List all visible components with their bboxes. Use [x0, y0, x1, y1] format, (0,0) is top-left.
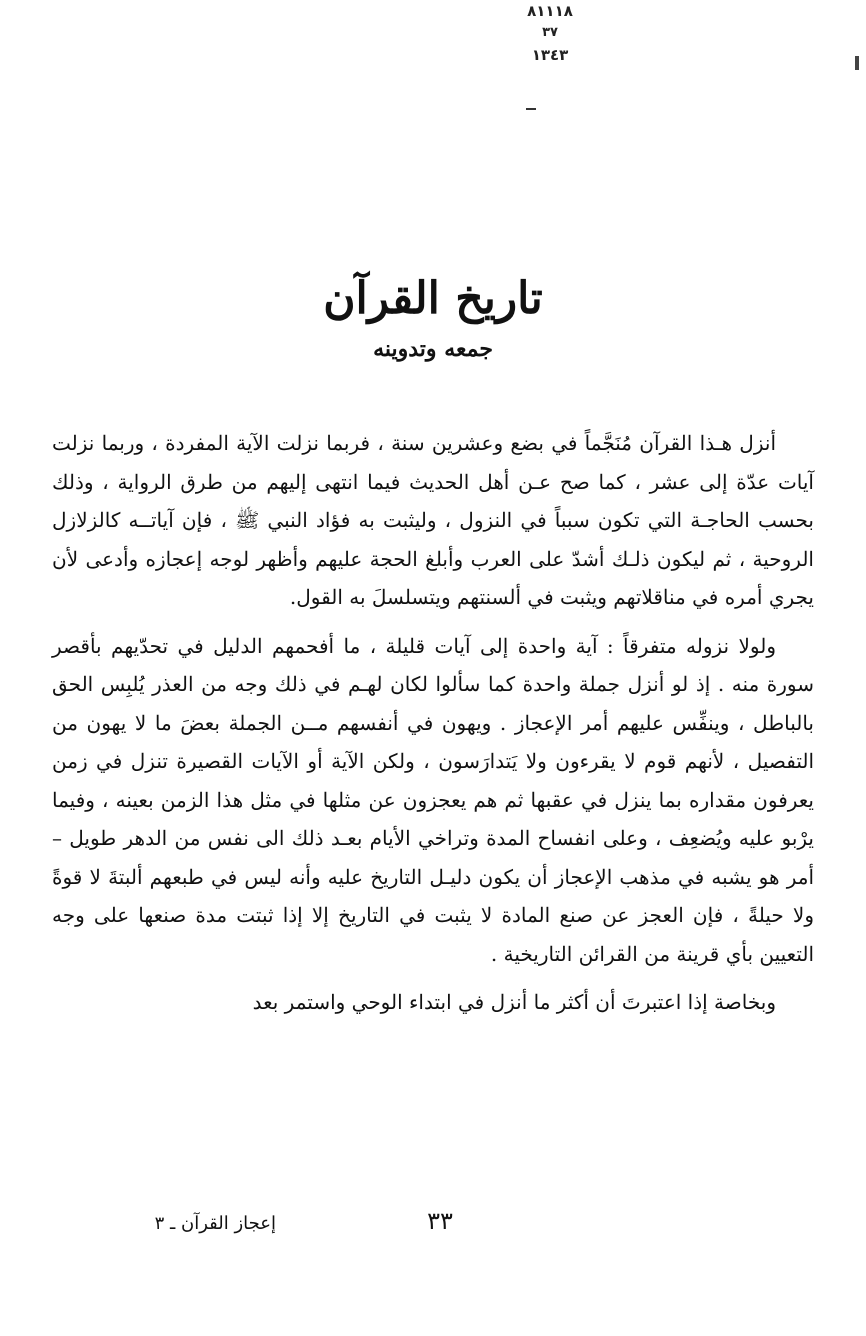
- body-text: [52, 424, 814, 1032]
- paragraph-1: أنزل هـذا القرآن مُنَجَّماً في بضع وعشرين سنة ، فربما نزلت الآية المفردة ، وربما نزلت آيات عدّة إلى عشر ، كما صح عـن أهل الحديث فيما انتهى إليهم من طرق الرواية ، وذلك بحسب الحاجـة التي تكون سبباً في النزول ، وليثبت به فؤاد النبي ﷺ ، فإن آياتــه كالزلازل الروحية ، ثم ليكون ذلـك أشدّ على العرب وأبلغ الحجة عليهم وأظهر لوجه إعجازه وأدعى لأن يجري أمره في مناقلاتهم ويثبت في ألسنتهم ويتسلسلَ به القول.: [52, 431, 814, 609]
- chapter-heading: [250, 268, 616, 366]
- library-stamp: [520, 0, 580, 66]
- stamp-line-3: ١٣٤٣: [531, 46, 569, 64]
- paragraph-3: وبخاصة إذا اعتبرتَ أن أكثر ما أنزل في ابتداء الوحي واستمر بعد: [252, 990, 776, 1014]
- stamp-line-2: ٣٧: [542, 25, 558, 40]
- page-number: ٣٣: [427, 1207, 453, 1235]
- chapter-title: تاريخ القرآن: [323, 273, 543, 324]
- paragraph-2: ولولا نزوله متفرقاً : آية واحدة إلى آيات قليلة ، ما أفحمهم الدليل في تحدّيهم بأقصر سورة منه . إذ لو أنزل جملة واحدة كما سألوا لكان لهـم في ذلك وجه من العذر يُلبِس الحق بالباطل ، وينفِّس عليهم أمر الإعجاز . ويهون في أنفسهم مــن الجملة بعضَ ما لا يهون من التفصيل ، لأنهم قوم لا يقرءون ولا يَتدارَسون ، ولكن الآية أو الآيات القصيرة تنزل في زمن يعرفون مقداره بما ينزل في عقبها ثم هم يعجزون عن مثلها في مثل هذا الزمن بعينه ، وفيما يرْبو عليه ويُضعِف ، وعلى انفساح المدة وتراخي الأيام بعـد ذلك الى نفس من الدهر طويل –أمر هو يشبه في مذهب الإعجاز أن يكون دليـل التاريخ عليه وأنه ليس في طبعهم ألبتةَ لا قوةً ولا حيلةً ، فإن العجز عن صنع المادة لا يثبت في التاريخ إلا إذا ثبتت مدة صنعها على وجه التعيين بأي قرينة من القرائن التاريخية .: [52, 633, 815, 966]
- book-signature: إعجاز القرآن ـ ٣: [154, 1213, 276, 1234]
- stamp-line-1: ٨١١١٨: [527, 2, 573, 20]
- chapter-subtitle: جمعه وتدوينه: [373, 336, 493, 362]
- page-edge-mark: [855, 56, 859, 70]
- stamp-tick-mark: [526, 108, 536, 110]
